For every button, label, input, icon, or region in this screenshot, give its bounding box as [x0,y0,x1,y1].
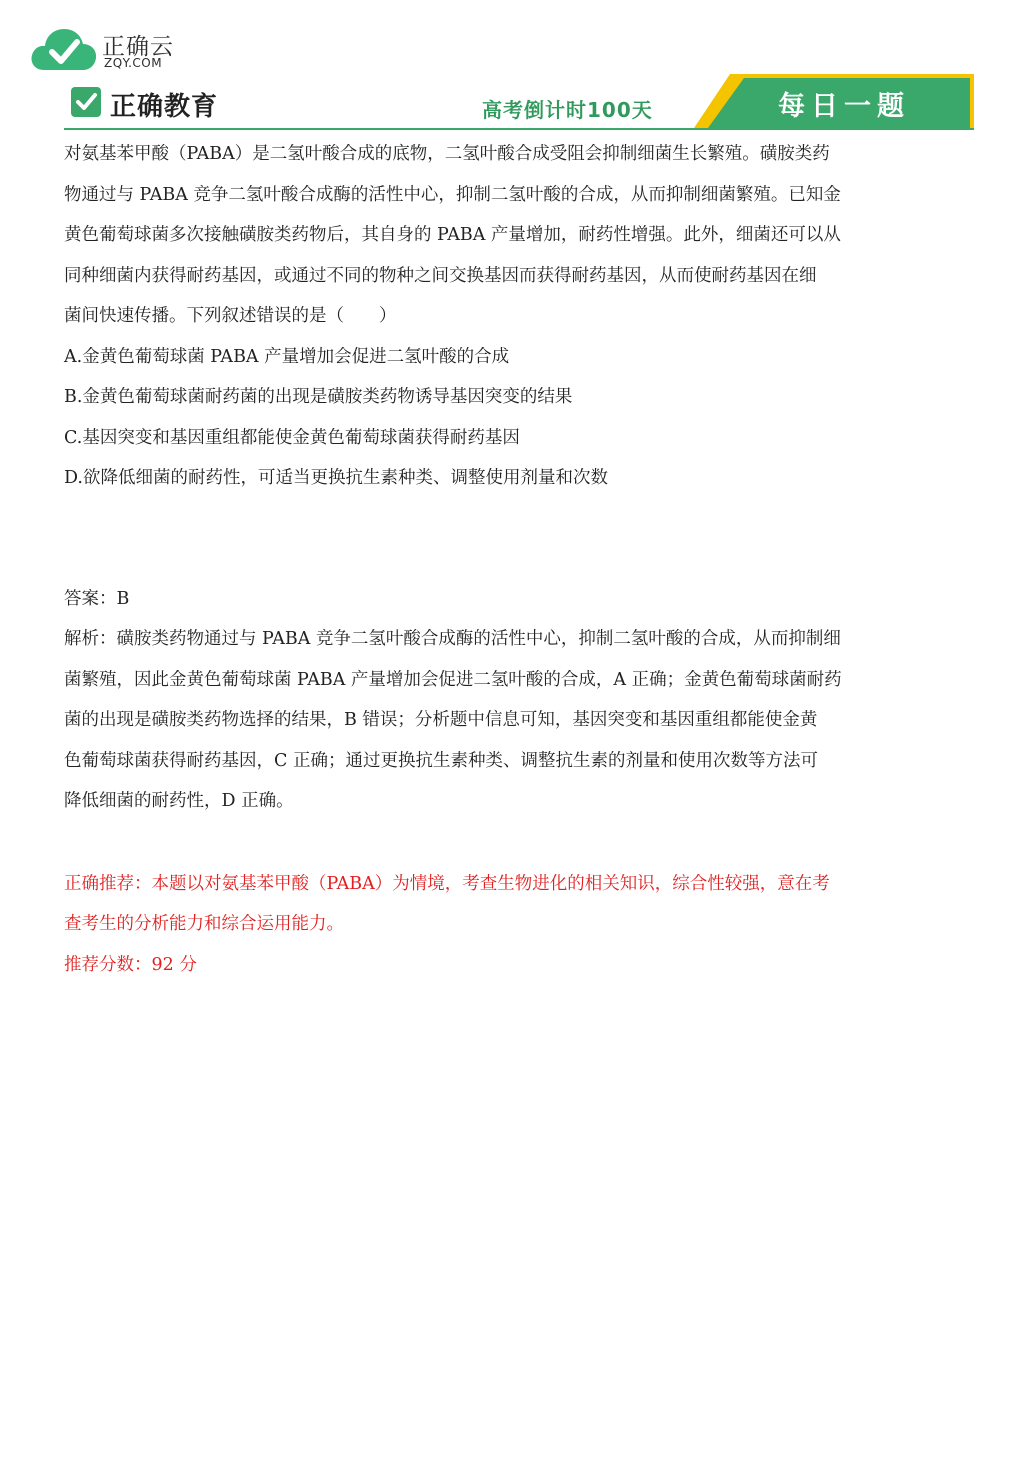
recommend-line: 正确推荐：本题以对氨基苯甲酸（PABA）为情境，考查生物进化的相关知识，综合性较强，意在考 [64,873,830,894]
question-stem-line: 菌间快速传播。下列叙述错误的是（ ） [64,306,397,326]
zqy-logo [30,24,190,74]
spacer [64,499,974,579]
cloud-check-icon [30,24,98,72]
question-stem-line: 对氨基苯甲酸（PABA）是二氢叶酸合成的底物，二氢叶酸合成受阻会抑制细菌生长繁殖。磺胺类药 [64,144,830,164]
analysis-line: 解析：磺胺类药物通过与 PABA 竞争二氢叶酸合成酶的活性中心，抑制二氢叶酸的合成，从而抑制细 [64,629,841,649]
answer-line: 答案：B [64,588,130,609]
spacer [64,822,974,864]
header-divider [64,128,974,130]
analysis-line: 降低细菌的耐药性，D 正确。 [64,791,294,811]
option-b: B.金黄色葡萄球菌耐药菌的出现是磺胺类药物诱导基因突变的结果 [64,387,573,407]
option-a: A.金黄色葡萄球菌 PABA 产量增加会促进二氢叶酸的合成 [64,346,510,367]
brand-name: 正确云 [102,34,174,60]
option-c: C.基因突变和基因重组都能使金黄色葡萄球菌获得耐药基因 [64,427,520,448]
analysis-line: 菌繁殖，因此金黄色葡萄球菌 PABA 产量增加会促进二氢叶酸的合成，A 正确；金黄色葡萄球菌耐药 [64,669,842,690]
question-stem-line: 物通过与 PABA 竞争二氢叶酸合成酶的活性中心，抑制二氢叶酸的合成，从而抑制细菌繁殖。已知金 [64,184,841,205]
analysis-line: 色葡萄球菌获得耐药基因，C 正确；通过更换抗生素种类、调整抗生素的剂量和使用次数等方法可 [64,750,818,771]
question-stem-line: 黄色葡萄球菌多次接触磺胺类药物后，其自身的 PABA 产量增加，耐药性增强。此外，细菌还可以从 [64,225,841,245]
question-content [64,134,974,985]
countdown-label: 高考倒计时100天 [482,98,653,122]
recommend-score: 推荐分数：92 分 [64,954,197,975]
brand-domain: ZQY.COM [104,56,163,70]
checkbox-icon [70,86,102,118]
recommend-line: 查考生的分析能力和综合运用能力。 [64,914,344,934]
edu-title: 正确教育 [110,92,219,122]
header-banner [64,74,974,130]
daily-title: 每日一题 [778,91,910,122]
option-d: D.欲降低细菌的耐药性，可适当更换抗生素种类、调整使用剂量和次数 [64,468,608,488]
analysis-line: 菌的出现是磺胺类药物选择的结果，B 错误；分析题中信息可知，基因突变和基因重组都能使金黄 [64,710,818,730]
question-stem-line: 同种细菌内获得耐药基因，或通过不同的物种之间交换基因而获得耐药基因，从而使耐药基因在细 [64,265,817,286]
